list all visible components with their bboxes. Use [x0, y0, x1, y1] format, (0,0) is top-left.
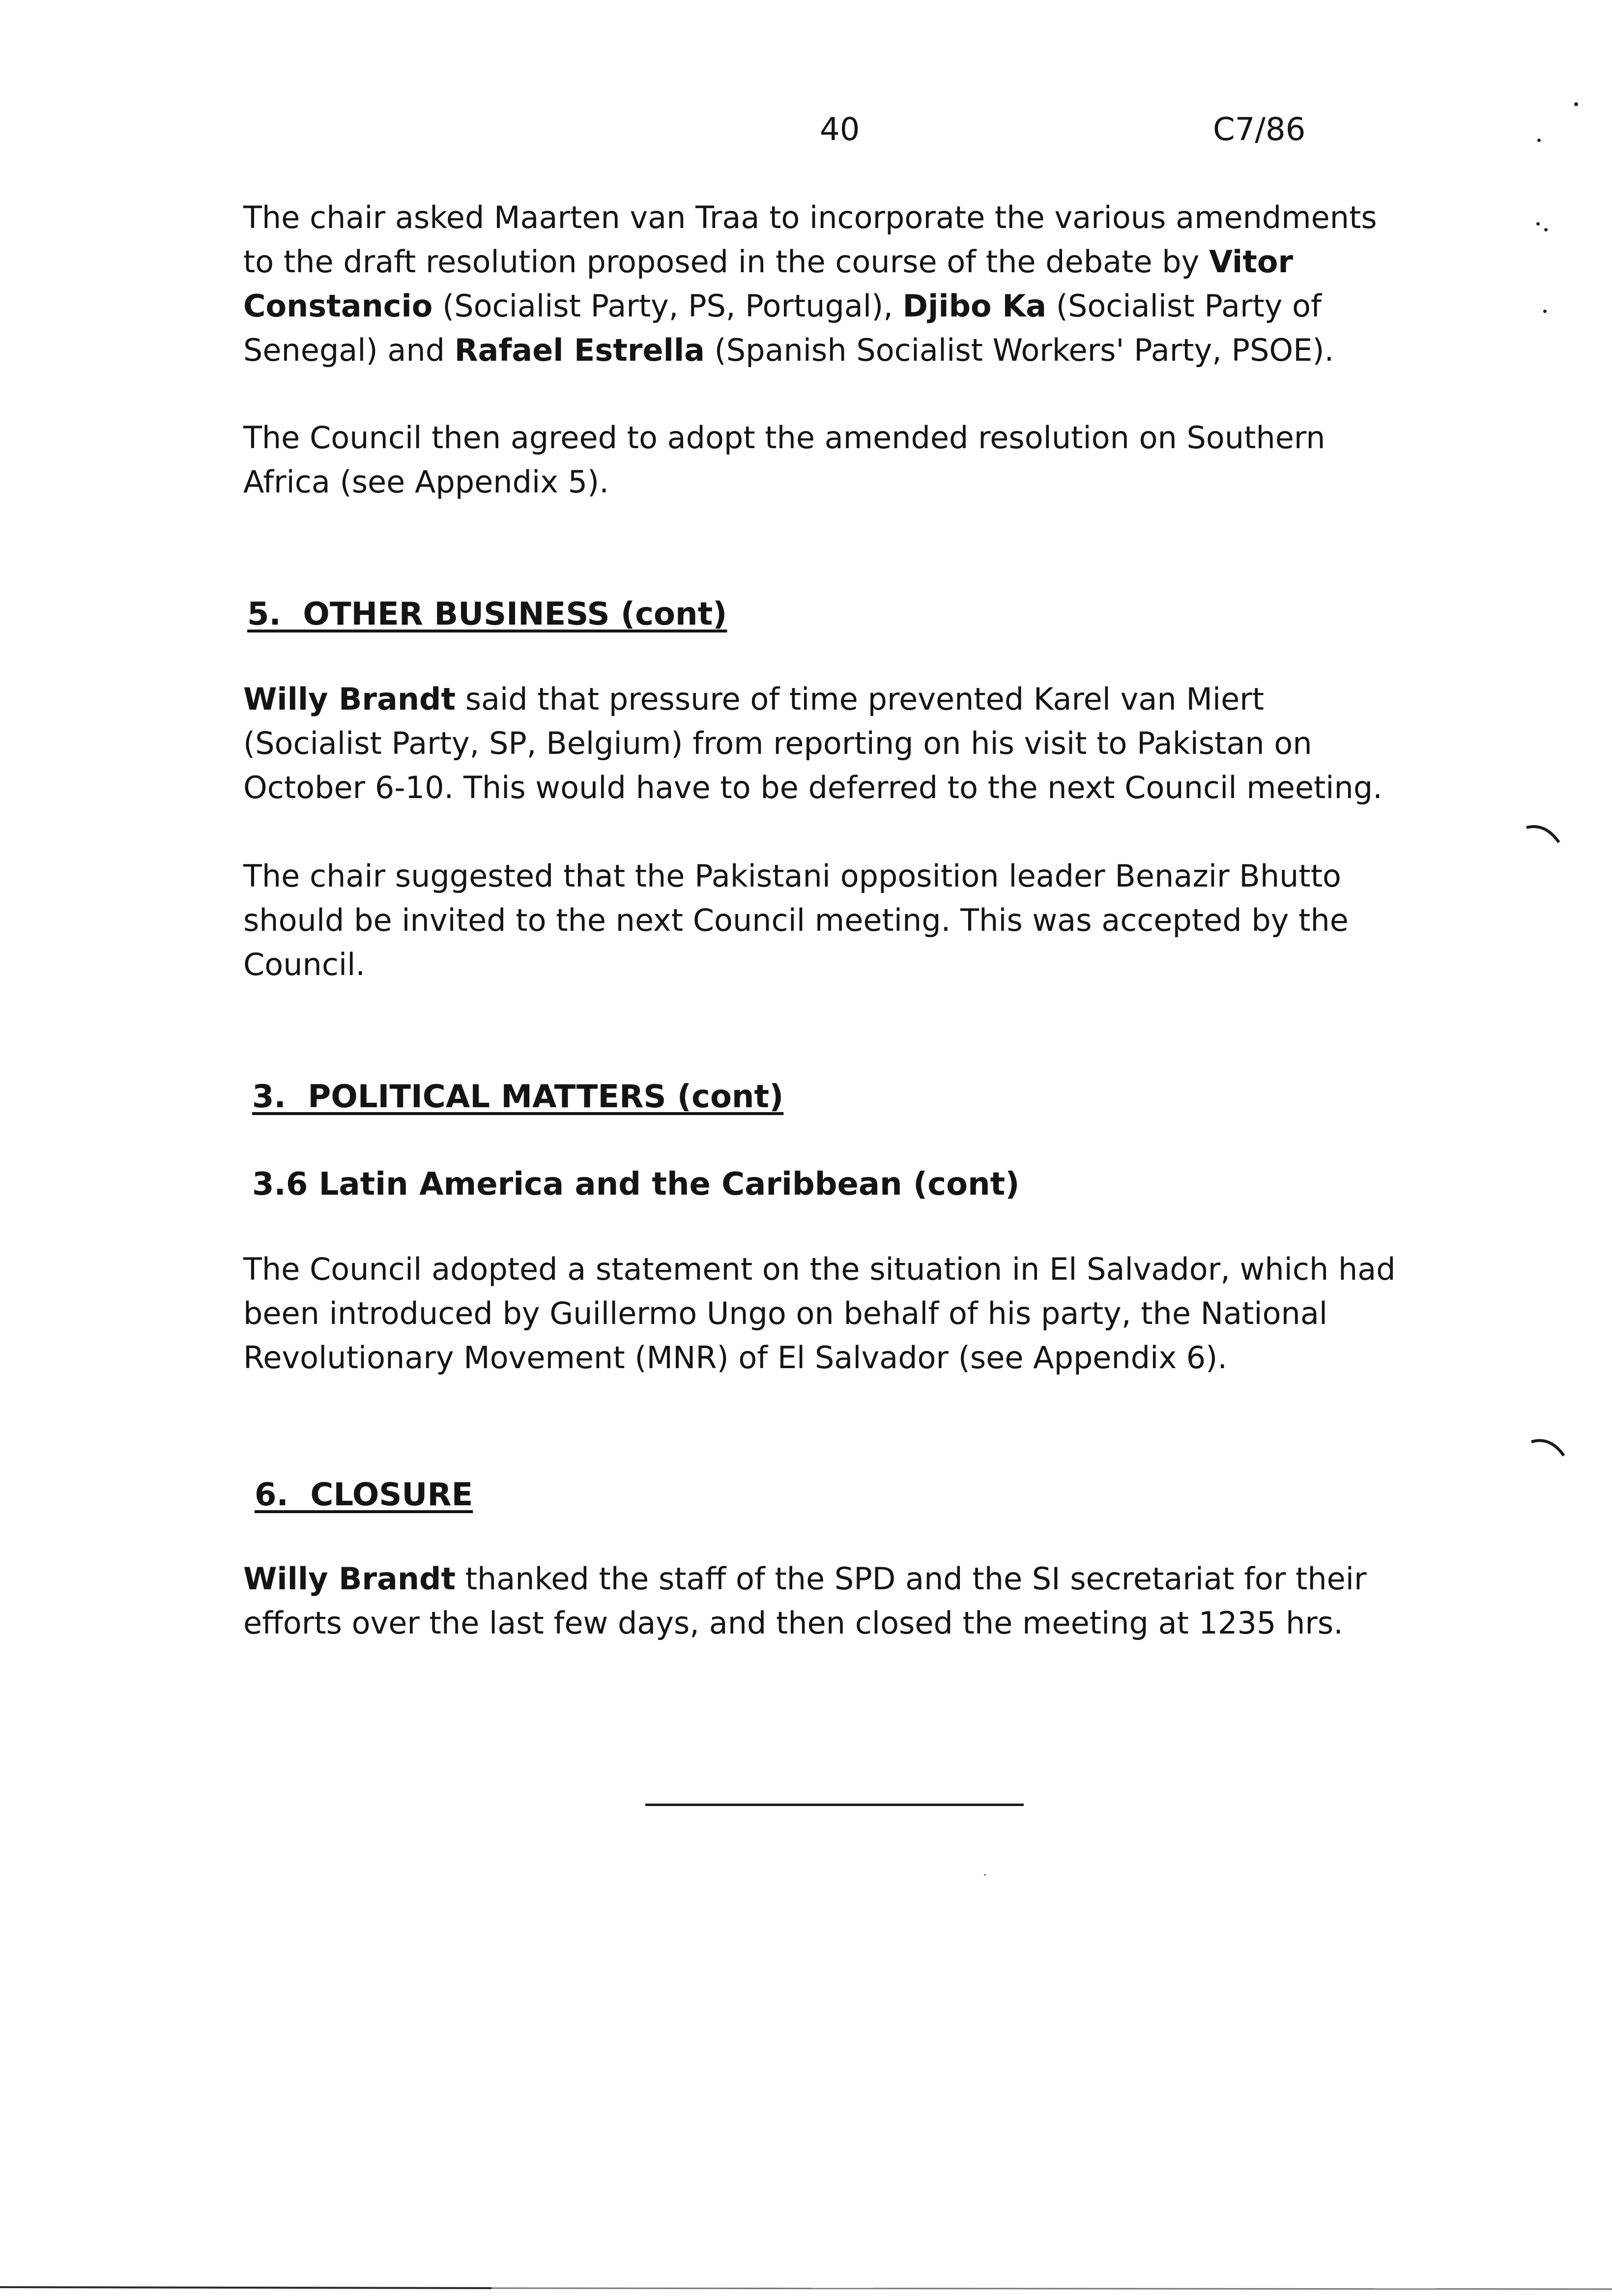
- name-bold: Vitor: [1209, 244, 1294, 280]
- text-line: The Council then agreed to adopt the amended resolution on Southern: [243, 420, 1325, 456]
- scan-edge-line: [0, 2281, 1612, 2296]
- text-line: been introduced by Guillermo Ungo on behalf of his party, the National: [243, 1295, 1328, 1331]
- paragraph-closure: [243, 1557, 1472, 1645]
- text-run: (Socialist Party of: [1046, 288, 1322, 324]
- section-heading-other-business: 5. OTHER BUSINESS (cont): [247, 596, 727, 632]
- name-bold: Rafael Estrella: [454, 332, 705, 368]
- scan-speck: [1544, 228, 1548, 231]
- scan-speck: [1537, 139, 1541, 142]
- subsection-heading-latin-america: 3.6 Latin America and the Caribbean (cont): [252, 1166, 1020, 1203]
- scan-arc-mark: [1524, 821, 1568, 850]
- paragraph-bhutto: [243, 854, 1472, 987]
- text-line: The chair suggested that the Pakistani opposition leader Benazir Bhutto: [243, 858, 1341, 894]
- name-bold: Constancio: [243, 288, 433, 324]
- text-line: Council.: [243, 947, 366, 982]
- text-run: thanked the staff of the SPD and the SI secretariat for their: [455, 1561, 1367, 1597]
- name-bold: Djibo Ka: [902, 288, 1047, 324]
- name-bold: Willy Brandt: [243, 1561, 456, 1597]
- paragraph-van-miert: [243, 677, 1472, 810]
- end-rule: [645, 1804, 1024, 1806]
- text-line: Revolutionary Movement (MNR) of El Salvador (see Appendix 6).: [243, 1340, 1228, 1376]
- text-run: (Spanish Socialist Workers' Party, PSOE).: [704, 332, 1334, 368]
- text-line: efforts over the last few days, and then closed the meeting at 1235 hrs.: [243, 1605, 1343, 1641]
- scan-speck: [984, 1874, 986, 1876]
- text-line: [243, 1557, 1472, 1601]
- text-run: said that pressure of time prevented Karel van Miert: [455, 681, 1265, 717]
- scan-arc-mark: [1528, 1434, 1573, 1464]
- scan-speck: [1574, 102, 1578, 106]
- text-line: The Council adopted a statement on the situation in El Salvador, which had: [243, 1251, 1396, 1287]
- text-line: The chair asked Maarten van Traa to incorporate the various amendments: [243, 200, 1377, 235]
- scan-speck: [1536, 222, 1540, 226]
- section-heading-political-matters: 3. POLITICAL MATTERS (cont): [252, 1079, 784, 1115]
- text-line: [243, 328, 1472, 373]
- paragraph-southern-africa: [243, 416, 1472, 504]
- paragraph-amendments: [243, 196, 1472, 373]
- text-line: [243, 240, 1472, 284]
- text-line: [243, 284, 1472, 328]
- text-line: (Socialist Party, SP, Belgium) from reporting on his visit to Pakistan on: [243, 725, 1312, 761]
- document-reference: C7/86: [1213, 112, 1306, 148]
- name-bold: Willy Brandt: [243, 681, 456, 717]
- text-run: (Socialist Party, PS, Portugal),: [432, 288, 903, 324]
- page-number: 40: [820, 112, 860, 148]
- scan-speck: [1543, 310, 1547, 313]
- text-line: Africa (see Appendix 5).: [243, 464, 609, 500]
- section-heading-closure: 6. CLOSURE: [255, 1477, 473, 1513]
- text-line: should be invited to the next Council meeting. This was accepted by the: [243, 902, 1349, 938]
- text-run: to the draft resolution proposed in the course of the debate by: [243, 244, 1209, 280]
- text-run: Senegal) and: [243, 332, 455, 368]
- text-line: [243, 677, 1472, 721]
- paragraph-el-salvador: [243, 1247, 1472, 1380]
- text-line: October 6-10. This would have to be deferred to the next Council meeting.: [243, 770, 1382, 805]
